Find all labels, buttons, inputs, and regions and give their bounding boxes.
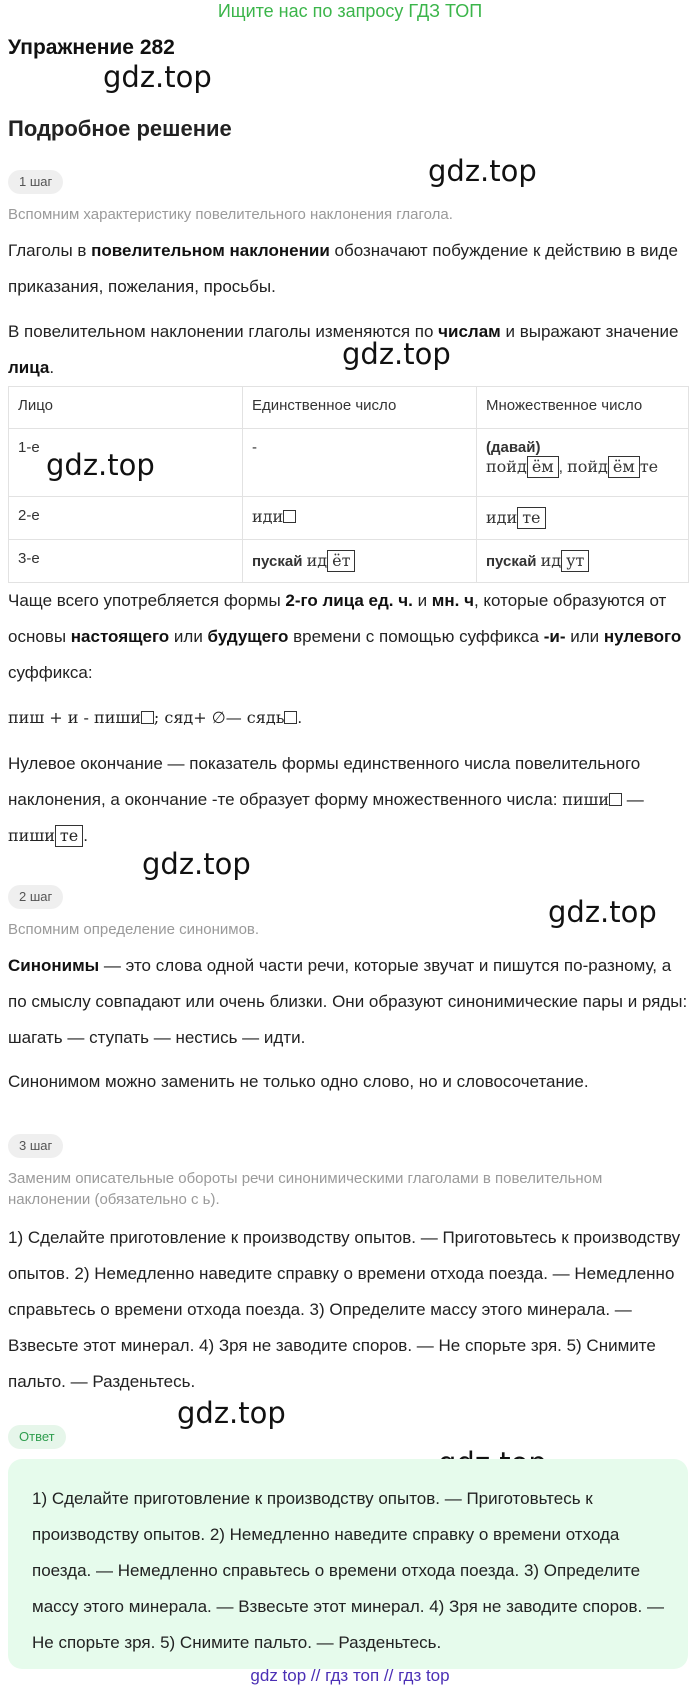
morpheme-formula: пиш + и - пиши ; сяд+ ∅— сядь . <box>8 708 303 727</box>
watermark: gdz.top <box>46 448 155 482</box>
step-2-chip: 2 шаг <box>8 885 63 909</box>
watermark: gdz.top <box>142 847 251 881</box>
table-row: 1-е - (давай) пойд ём , пойд ём те <box>9 429 689 497</box>
step-2-paragraph-1: Синонимы — это слова одной части речи, которые звучат и пишутся по-разному, а по смыслу совпадают или очень близки. Они образуют синонимические пары и ряды: шагать — ступать — нестись — идти. <box>8 956 688 1047</box>
watermark: gdz.top <box>428 154 537 188</box>
footer-links[interactable]: gdz top // гдз топ // гдз top <box>250 1666 450 1685</box>
step-1-paragraph-1: Глаголы в повелительном наклонении обозначают побуждение к действию в виде приказания, пожелания, просьбы. <box>8 241 678 296</box>
step-1-paragraph-4: Нулевое окончание — показатель формы единственного числа повелительного наклонения, а окончание -те образует форму множественного числа: пиши — пиши те . <box>8 754 644 845</box>
table-header-plural: Множественное число <box>477 387 689 429</box>
step-1-hint: Вспомним характеристику повелительного наклонения глагола. <box>8 206 453 223</box>
page-title: Упражнение 282 <box>8 36 175 59</box>
table-row: 3-е пускай ид ёт пускай ид ут <box>9 540 689 583</box>
watermark: gdz.top <box>103 60 212 94</box>
watermark: gdz.top <box>177 1396 286 1430</box>
step-2-paragraph-2: Синонимом можно заменить не только одно слово, но и словосочетание. <box>8 1072 589 1091</box>
ad-banner[interactable]: Ищите нас по запросу ГДЗ ТОП <box>217 1 483 21</box>
table-header-person: Лицо <box>9 387 243 429</box>
table-header-singular: Единственное число <box>243 387 477 429</box>
step-1-paragraph-2: В повелительном наклонении глаголы изменяются по числам и выражают значение лица. <box>8 322 679 377</box>
table-row: 2-е иди иди те <box>9 497 689 540</box>
step-1-paragraph-3: Чаще всего употребляется формы 2-го лица ед. ч. и мн. ч, которые образуются от основы настоящего или будущего времени с помощью суффикса -и- или нулевого суффикса: <box>8 591 682 682</box>
step-3-hint: Заменим описательные обороты речи синонимическими глаголами в повелительном наклонении (обязательно с ь). <box>8 1170 603 1208</box>
watermark: gdz.top <box>548 895 657 929</box>
step-2-hint: Вспомним определение синонимов. <box>8 921 260 938</box>
step-1-chip: 1 шаг <box>8 170 63 194</box>
step-3-text: 1) Сделайте приготовление к производству опытов. — Приготовьтесь к производству опытов. 2) Немедленно наведите справку о времени отхода поезда. — Немедленно справьтесь о времени отхода поезда. 3) Определите массу этого минерала. — Взвесьте этот минерал. 4) Зря не заводите споров. — Не спорьте зря. 5) Снимите пальто. — Разденьтесь. <box>8 1228 681 1391</box>
imperative-table <box>8 386 689 583</box>
watermark: gdz.top <box>342 337 451 371</box>
solution-heading: Подробное решение <box>8 116 232 141</box>
answer-chip: Ответ <box>8 1425 66 1449</box>
step-3-chip: 3 шаг <box>8 1134 63 1158</box>
answer-text: 1) Сделайте приготовление к производству опытов. — Приготовьтесь к производству опытов. 2) Немедленно наведите справку о времени отхода поезда. — Немедленно справьтесь о времени отхода поезда. 3) Определите массу этого минерала. — Взвесьте этот минерал. 4) Зря не заводите споров. — Не спорьте зря. 5) Снимите пальто. — Разденьтесь. <box>32 1489 664 1652</box>
